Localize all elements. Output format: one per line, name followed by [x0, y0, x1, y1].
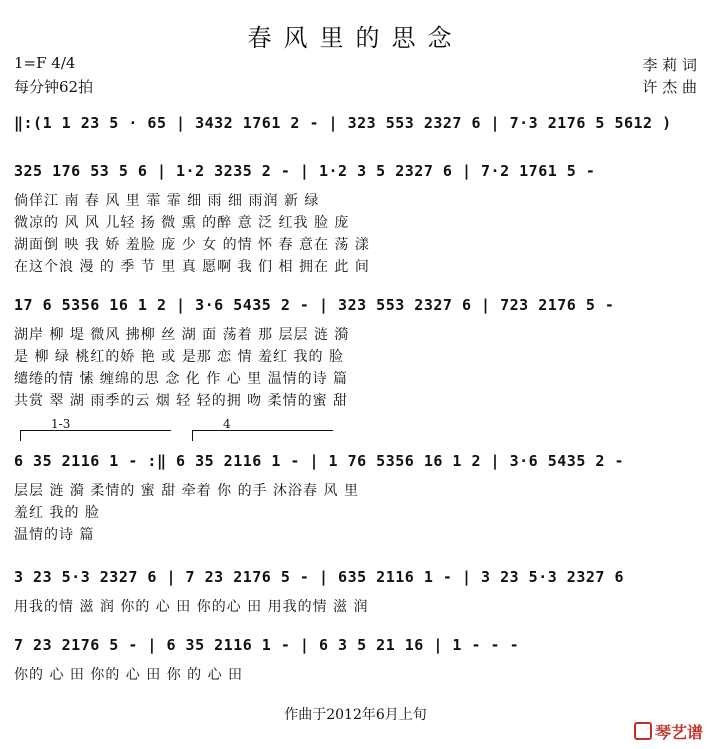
score-system-4 [14, 417, 700, 543]
notation-line: ‖:(1 1 23 5 · 65 | 3432 1761 2 - | 323 553 2327 6 | 7·3 2176 5 5612 ) [14, 114, 672, 132]
volta-bracket-1 [20, 417, 171, 441]
lyric-verse-3: 湖面倒 映 我 娇 羞脸 庞 少 女 的情 怀 春 意在 荡 漾 [14, 237, 370, 253]
lyric-verse-1: 倘佯江 南 春 风 里 霏 霏 细 雨 细 雨润 新 绿 [14, 193, 320, 209]
lyric-verse-3: 温情的诗 篇 [14, 527, 95, 543]
score-system-2 [14, 162, 700, 282]
volta-bracket-2 [192, 417, 333, 441]
score-system-6 [14, 636, 700, 686]
volta-label: 4 [223, 417, 231, 431]
site-logo [634, 720, 703, 743]
logo-text: 琴艺谱 [654, 723, 703, 742]
lyric-verse-1: 你的 心 田 你的 心 田 你 的 心 田 [14, 667, 244, 683]
key-signature: 1=F 4/4 [14, 54, 76, 72]
lyric-verse-1: 层层 涟 漪 柔情的 蜜 甜 牵着 你 的手 沐浴春 风 里 [14, 483, 359, 499]
lyric-verse-1: 湖岸 柳 堤 微风 拂柳 丝 湖 面 荡着 那 层层 涟 漪 [14, 327, 350, 343]
lyric-verse-4: 在这个浪 漫 的 季 节 里 真 愿啊 我 们 相 拥在 此 间 [14, 259, 370, 275]
song-title: 春风里的思念 [247, 24, 464, 52]
lyric-verse-1: 用我的情 滋 润 你的 心 田 你的心 田 用我的情 滋 润 [14, 599, 369, 615]
volta-label: 1-3 [51, 417, 71, 431]
notation-line: 325 176 53 5 6 | 1·2 3235 2 - | 1·2 3 5 2327 6 | 7·2 1761 5 - [14, 162, 596, 180]
lyricist-credit: 李 莉 词 [642, 56, 697, 74]
logo-icon [634, 722, 652, 740]
tempo-marking: 每分钟62拍 [14, 78, 94, 96]
notation-line: 7 23 2176 5 - | 6 35 2116 1 - | 6 3 5 21 16 | 1 - - - [14, 636, 520, 654]
score-system-3 [14, 296, 700, 416]
lyric-verse-2: 微凉的 风 风 儿轻 扬 微 熏 的醉 意 泛 红我 脸 庞 [14, 215, 350, 231]
lyric-verse-3: 缱绻的情 愫 缠绵的思 念 化 作 心 里 温情的诗 篇 [14, 371, 349, 387]
lyric-verse-2: 是 柳 绿 桃红的娇 艳 或 是那 恋 情 羞红 我的 脸 [14, 349, 344, 365]
lyric-verse-4: 共赏 翠 湖 雨季的云 烟 轻 轻的拥 吻 柔情的蜜 甜 [14, 393, 349, 409]
score-system-5 [14, 568, 700, 618]
score-system-1 [14, 114, 700, 144]
notation-line: 17 6 5356 16 1 2 | 3·6 5435 2 - | 323 553 2327 6 | 723 2176 5 - [14, 296, 615, 314]
composition-date: 作曲于2012年6月上旬 [284, 707, 427, 723]
notation-line: 6 35 2116 1 - :‖ 6 35 2116 1 - | 1 76 5356 16 1 2 | 3·6 5435 2 - [14, 452, 624, 470]
lyric-verse-2: 羞红 我的 脸 [14, 505, 100, 521]
composer-credit: 许 杰 曲 [642, 78, 697, 96]
notation-line: 3 23 5·3 2327 6 | 7 23 2176 5 - | 635 2116 1 - | 3 23 5·3 2327 6 [14, 568, 624, 586]
